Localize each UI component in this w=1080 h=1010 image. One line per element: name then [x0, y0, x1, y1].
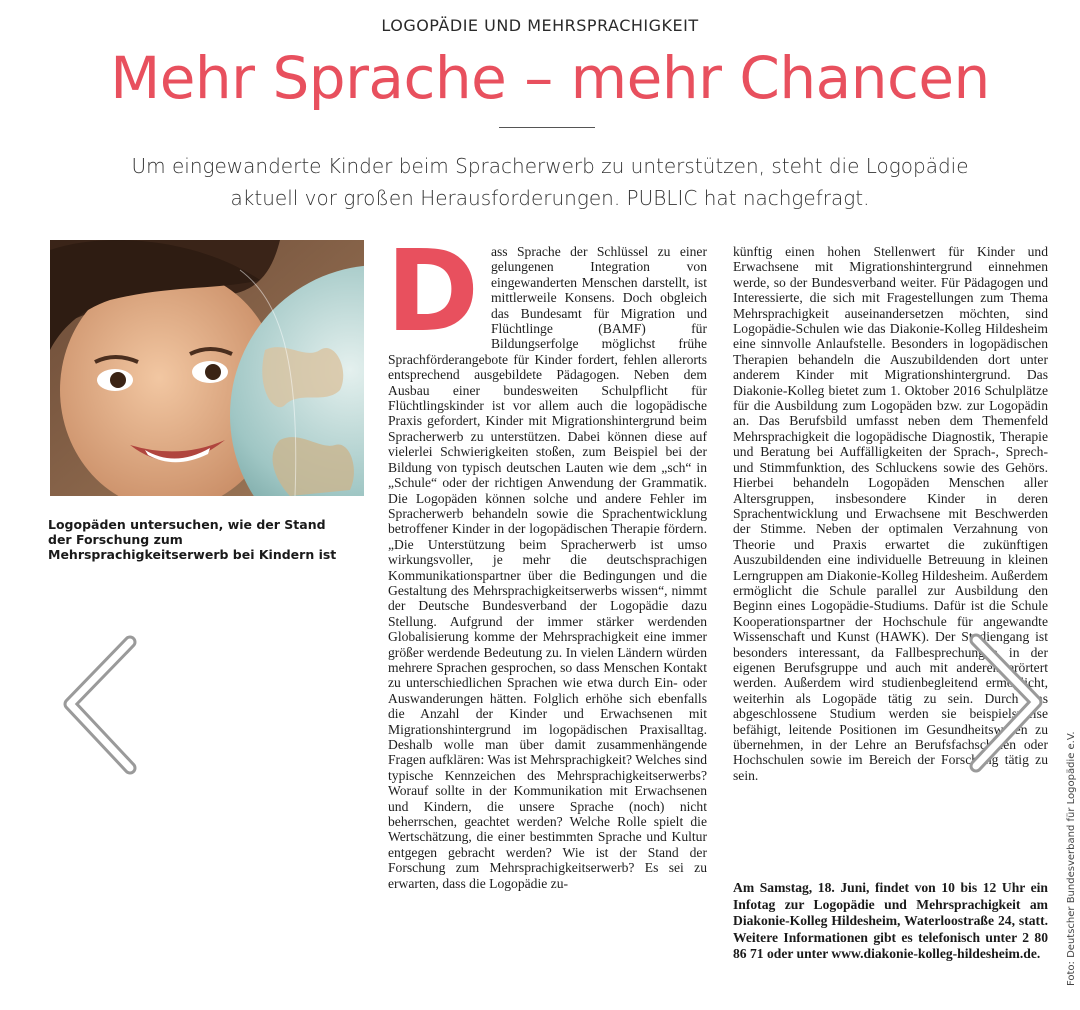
chevron-left-icon	[58, 630, 148, 780]
drop-cap: D	[386, 227, 479, 357]
article-headline: Mehr Sprache – mehr Chancen	[110, 44, 990, 112]
article-column-1	[386, 227, 707, 891]
previous-page-button[interactable]	[58, 630, 148, 780]
article-kicker: LOGOPÄDIE UND MEHRSPRACHIGKEIT	[381, 16, 699, 35]
boy-with-globe-image	[50, 240, 364, 496]
article-photo	[50, 240, 364, 496]
column-2-text: künftig einen hohen Stellenwert für Kinder und Erwachsene mit Migrationshintergrund einnehmen werde, so der Bundesverband weiter. Für Pädagogen und Interessierte, die sich mit Fragestellungen zum Thema Mehrsprachigkeit auseinandersetzen möchten, sind Logopädie-Schulen wie das Diakonie-Kolleg Hildesheim eine sinnvolle Anlaufstelle. Besonders in logopädischen Therapien behandeln die Auszubildenden dort unter anderem Kinder mit Migrationshintergrund. Das Diakonie-Kolleg bietet zum 1. Oktober 2016 Schulplätze für die Ausbildung zum Logopäden bzw. zur Logopädin an. Das Berufsbild umfasst neben dem Themenfeld Mehrsprachigkeit die logopädische Diagnostik, Therapie und Beratung bei Auffälligkeiten der Sprach-, Sprech- und Stimmfunktion, des Schluckens sowie des Gehörs. Hierbei behandeln Logopäden Menschen aller Altersgruppen, insbesondere Kinder in deren Sprachentwicklung und Erwachsene mit Beschwerden der Stimme. Neben der optimalen Verzahnung von Theorie und Praxis erwartet die zukünftigen Auszubildenden eine individuelle Betreuung in kleinen Lerngruppen am Diakonie-Kolleg Hildesheim. Außerdem ermöglicht die Schule parallel zur Ausbildung den Beginn eines Logopädie-Studiums. Dafür ist die Schule Kooperationspartner der Hochschule für angewandte Wissenschaft und Kunst (HAWK). Der Studiengang ist besonders interessant, da Fallbesprechungen in der eigenen Berufsgruppe und auch mit anderen erörtert werden. Außerdem wird studienbegleitend ermöglicht, weiterhin als Logopäde tätig zu sein. Durch das abgeschlossene Studium werden sie beispielsweise befähigt, leitende Positionen im Gesundheitswesen zu übernehmen, in der Lehre an Berufsfachschulen oder Hochschulen sowie im Bereich der Forschung tätig zu sein.	[733, 244, 1048, 783]
chevron-right-icon	[958, 628, 1048, 778]
article-intro: Um eingewanderte Kinder beim Spracherwerb zu unterstützen, steht die Logopädie aktuell vor großen Herausforderungen. PUBLIC hat nachgefragt.	[131, 154, 969, 210]
next-page-button[interactable]	[958, 628, 1048, 778]
photo-caption: Logopäden untersuchen, wie der Stand der Forschung zum Mehrsprachigkeitserwerb bei Kindern ist	[48, 517, 337, 562]
photo-credit: Foto: Deutscher Bundesverband für Logopädie e.V.	[1066, 731, 1077, 986]
column-1-text: ass Sprache der Schlüssel zu einer gelungenen Integration von eingewanderten Menschen darstellt, ist mittlerweile Konsens. Doch obgleich das Bundesamt für Migration und Flüchtlinge (BAMF) für Bildungserfolge möglichst frühe Sprachförderangebote für Kinder fordert, fehlen allerorts entsprechend ausgebildete Pädagogen. Neben dem Ausbau einer bundesweiten Schulpflicht für Flüchtlingskinder ist vor allem auch die logopädische Praxis gefordert, Kinder mit Migrationshintergrund beim Spracherwerb zu unterstützen. Dabei können diese auf vielerlei Schwierigkeiten stoßen, zum Beispiel bei der Bildung von typisch deutschen Lauten wie dem „sch“ in „Schule“ oder der richtigen Anwendung der Grammatik. Die Logopäden können solche und andere Fehler im Spracherwerb behandeln sowie die Sprachentwicklung betroffener Kinder in der logopädischen Therapie fördern. „Die Unterstützung beim Spracherwerb ist umso wirkungsvoller, je mehr die deutschsprachigen Kommunikationspartner über die Bedingungen und die Gestaltung des Mehrsprachigkeitserwerbs wissen“, nimmt der Deutsche Bundesverband der Logopädie dazu Stellung. Aufgrund der immer stärker werdenden Globalisierung komme der Mehrsprachigkeit eine immer größer werdende Bedeutung zu. In vielen Ländern würden mehrere Sprachen gesprochen, so dass Menschen Kontakt zu unterschiedlichen Sprachen wie etwa durch Ein- oder Auswanderungen hätten. Folglich erhöhe sich ebenfalls die Anzahl der Kinder und Erwachsenen mit Migrationshintergrund im logopädischen Praxisalltag. Deshalb wolle man über damit zusammenhängende Fragen aufklären: Was ist Mehrsprachigkeit? Welches sind typische Kennzeichen des Mehrsprachigkeitserwerbs? Worauf sollte in der Kommunikation mit Erwachsenen und Kindern, die unsere Sprache (noch) nicht beherrschen, geachtet werden? Welche Rolle spielt die Wertschätzung, die einer bestimmten Sprache und Kultur entgegen gebracht werden? Wie ist der Stand der Forschung zum Mehrsprachigkeitserwerb? Es sei zu erwarten, dass die Logopädie zu-	[388, 244, 707, 891]
headline-divider	[499, 127, 595, 128]
event-info-box: Am Samstag, 18. Juni, findet von 10 bis 12 Uhr ein Infotag zur Logopädie und Mehrsprachigkeit am Diakonie-Kolleg Hildesheim, Waterloostraße 24, statt. Weitere Informationen gibt es telefonisch unter 2 80 86 71 oder unter www.diakonie-kolleg-hildesheim.de.	[733, 880, 1048, 962]
